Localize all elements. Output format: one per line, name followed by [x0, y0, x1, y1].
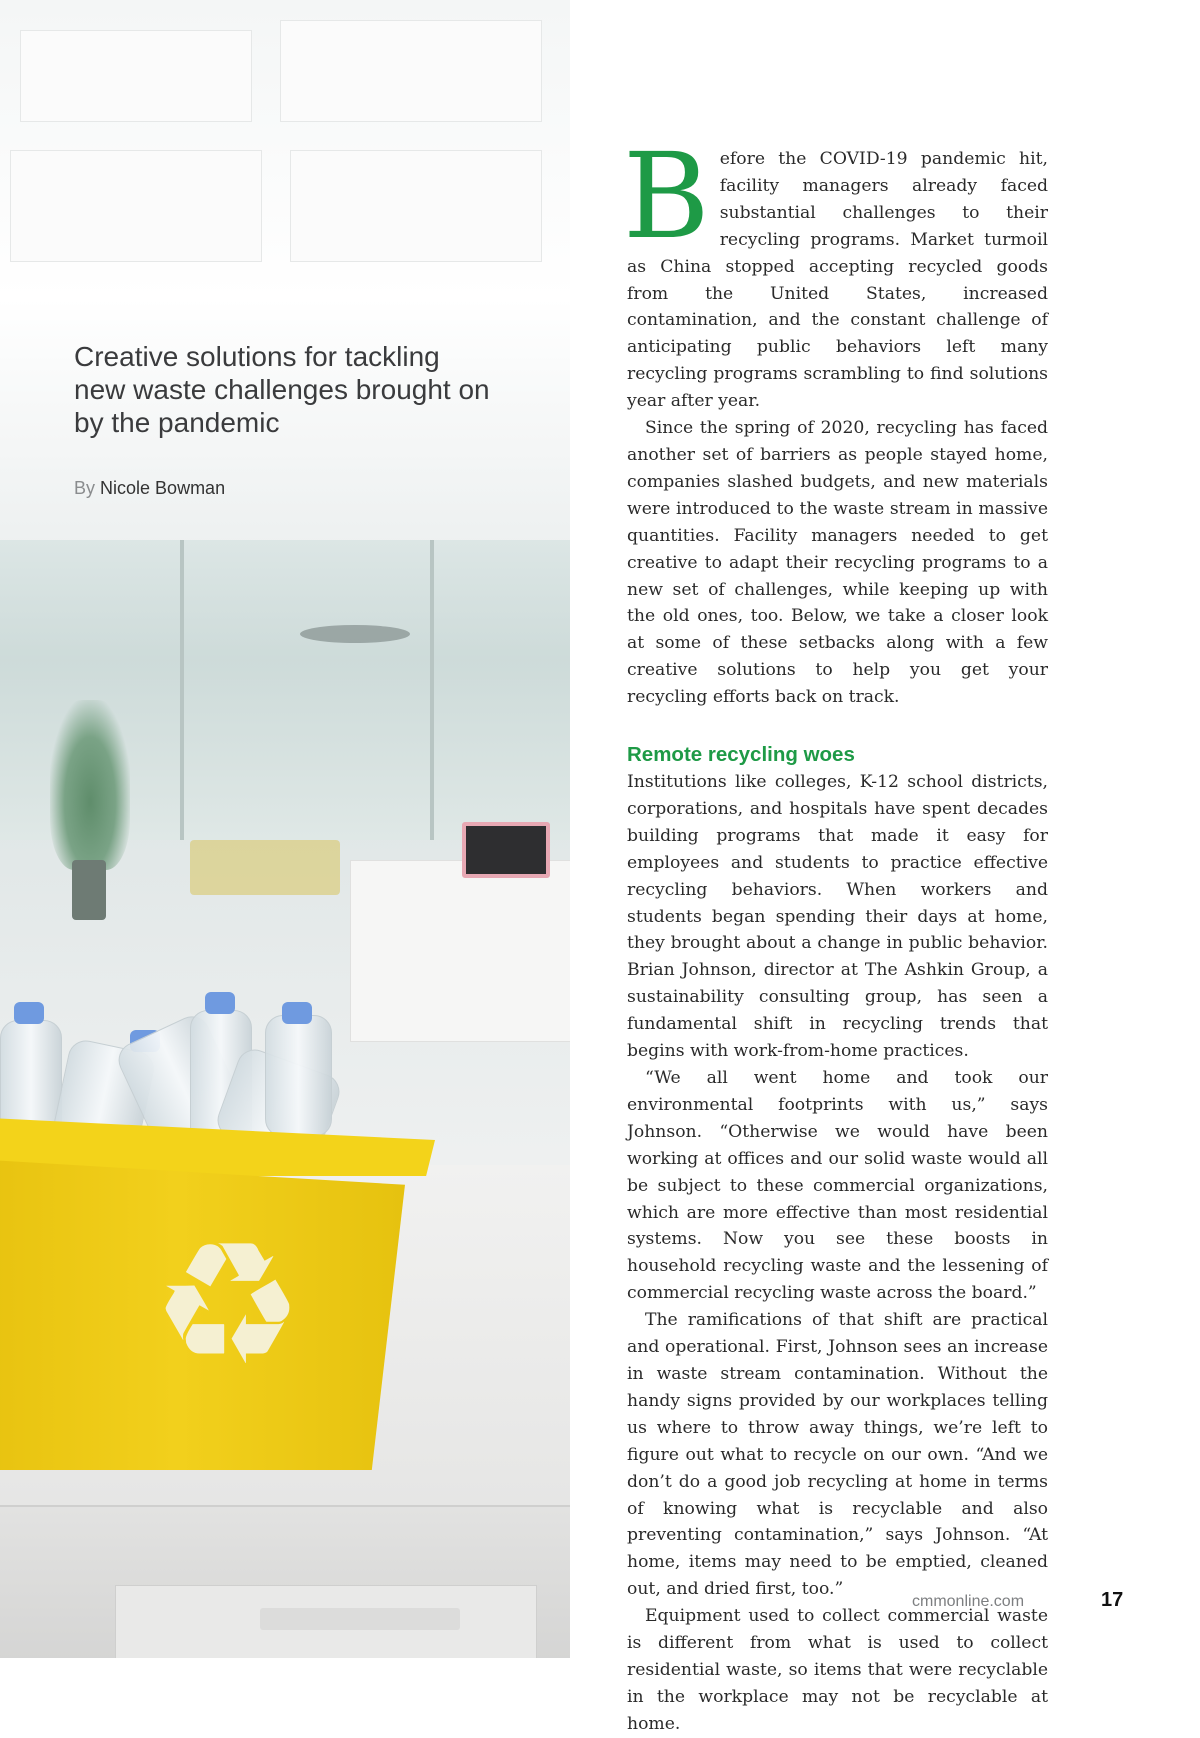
article-paragraph: Equipment used to collect commercial waste is different from what is used to collect residential waste, so items that were recyclable in the workplace may not be recyclable at home.	[627, 1606, 1048, 1734]
recycle-icon: ♻	[151, 1206, 304, 1404]
monitor	[462, 822, 550, 878]
reception-counter	[350, 860, 570, 1042]
bottle-cap	[14, 1002, 44, 1024]
article-paragraph: Institutions like colleges, K-12 school districts, corporations, and hospitals have spent decades building programs that made it easy for employees and students to practice effective recycling behaviors. When workers and students began spending their days at home, they brought about a change in public behavior. Brian Johnson, director at The Ashkin Group, a sustainability consulting group, has seen a fundamental shift in recycling trends that begins with work-from-home practices.	[627, 772, 1048, 1062]
waiting-chairs	[190, 840, 340, 895]
drop-cap: B	[623, 127, 710, 265]
author-name: Nicole Bowman	[100, 478, 226, 498]
article-paragraph	[623, 127, 1048, 415]
ceiling-panel	[290, 150, 542, 262]
bottle-cap	[205, 992, 235, 1014]
site-url: cmmonline.com	[912, 1593, 1025, 1610]
article-deck: Creative solutions for tackling new waste challenges brought on by the pandemic	[74, 341, 490, 438]
ceiling-lamp	[300, 625, 410, 643]
byline-prefix: By	[74, 478, 96, 498]
drawer-handle	[260, 1608, 460, 1630]
article-paragraph: “We all went home and took our environmental footprints with us,” says Johnson. “Otherwise we would have been working at offices and our solid waste would all be subject to these commercial organizations, which are more effective than most residential systems. Now you see these boosts in household recycling waste and the lessening of commercial recycling waste across the board.”	[627, 1068, 1048, 1304]
byline	[74, 478, 225, 499]
article-paragraph: The ramifications of that shift are practical and operational. First, Johnson sees an increase in waste stream contamination. Without the handy signs provided by our workplaces telling us where to throw away things, we’re left to figure out what to recycle on our own. “And we don’t do a good job recycling at home in terms of knowing what is recyclable and also preventing contamination,” says Johnson. “At home, items may need to be emptied, cleaned out, and dried first, too.”	[627, 1310, 1048, 1600]
bottle-cap	[282, 1002, 312, 1024]
hero-photo-recycling-bin	[0, 0, 570, 1658]
plastic-bottle	[265, 1015, 332, 1137]
ceiling-panel	[20, 30, 252, 122]
glass-mullion	[180, 540, 184, 840]
ceiling-panel	[10, 150, 262, 262]
section-heading: Remote recycling woes	[627, 743, 855, 767]
plant-pot	[72, 860, 106, 920]
plant	[50, 700, 130, 870]
article-paragraph: Since the spring of 2020, recycling has faced another set of barriers as people stayed home, companies slashed budgets, and new materials were introduced to the waste stream in massive quantities. Facility managers needed to get creative to adapt their recycling programs to a new set of challenges, while keeping up with the old ones, too. Below, we take a closer look at some of these setbacks along with a few creative solutions to help you get your recycling efforts back on track.	[627, 418, 1048, 708]
page-number: 17	[1101, 1589, 1124, 1611]
paragraph-text: efore the COVID-19 pandemic hit, facility managers already faced substantial challenges to their recycling programs. Market turmoil as China stopped accepting recycled goods from the United States, increased contamination, and the constant challenge of anticipating public behaviors left many recycling programs scrambling to find solutions year after year.	[627, 149, 1048, 412]
glass-mullion	[430, 540, 434, 840]
ceiling-panel	[280, 20, 542, 122]
article-body	[623, 127, 1048, 1738]
